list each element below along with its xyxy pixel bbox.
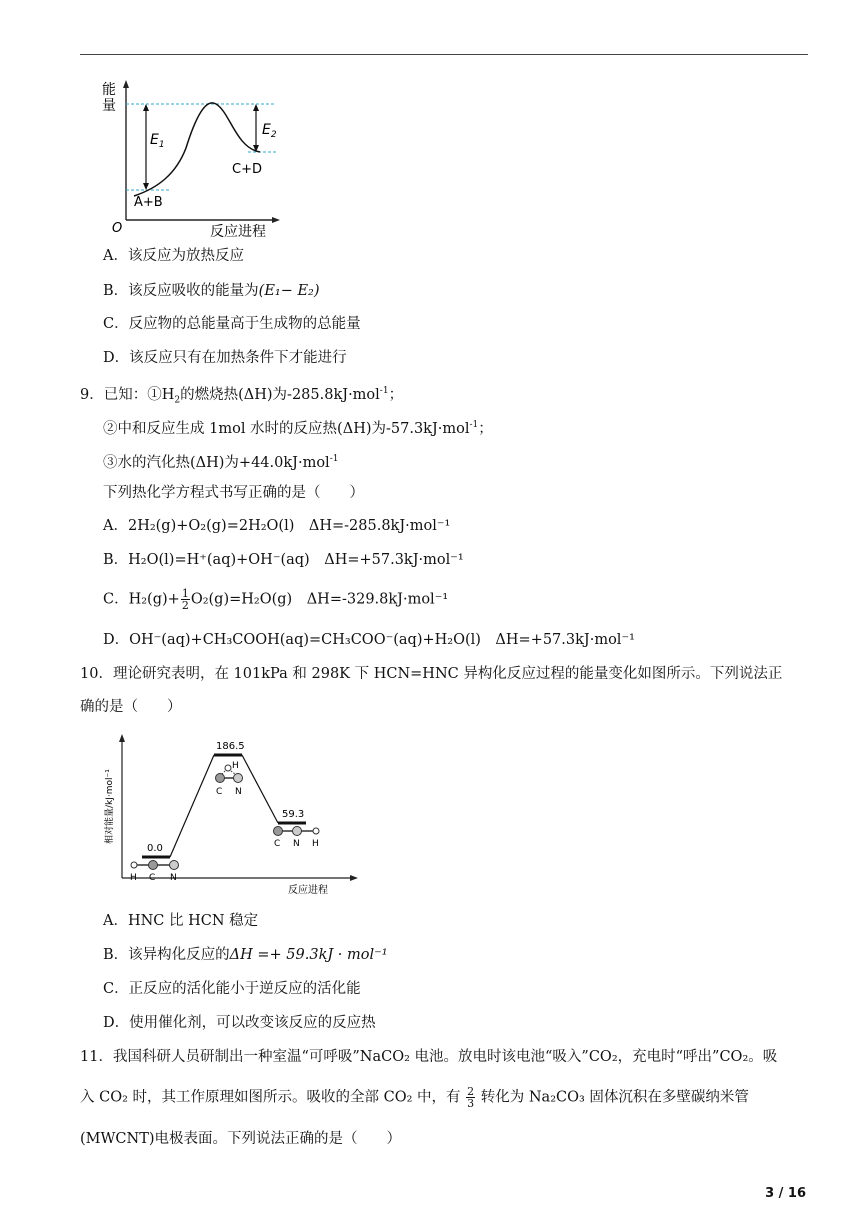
y-axis-label-1: 能 — [102, 82, 116, 98]
ts-atom-h: H — [232, 761, 239, 771]
q11-stem-line-3: (MWCNT)电极表面。下列说法正确的是（ ） — [80, 1131, 402, 1147]
q10-option-c: C．正反应的活化能小于逆反应的活化能 — [103, 981, 361, 997]
start-atom-h: H — [130, 873, 137, 883]
q9-option-a: A．2H₂(g)+O₂(g)=2H₂O(l) ΔH=-285.8kJ·mol⁻¹ — [103, 518, 451, 534]
q9-question: 下列热化学方程式书写正确的是（ ） — [103, 485, 364, 501]
q8-option-c: C．反应物的总能量高于生成物的总能量 — [103, 316, 361, 332]
energy-diagram-figure — [98, 78, 288, 243]
q10-option-b: B．该异构化反应的ΔH =+ 59.3kJ · mol⁻¹ — [103, 947, 388, 963]
q10-stem-line-2: 确的是（ ） — [80, 699, 182, 715]
start-atom-c: C — [149, 873, 156, 883]
y-axis-label: 相对能量/kJ·mol⁻¹ — [105, 769, 115, 844]
e1-label: $E_1$ — [150, 132, 165, 150]
q11-stem-line-2: 入 CO₂ 时，其工作原理如图所示。吸收的全部 CO₂ 中，有 $\frac{2}{3}$ 转化为 Na₂CO₃ 固体沉积在多壁碳纳米管 — [80, 1085, 749, 1110]
fraction-one-half: $\frac{1}{2}$ — [181, 587, 189, 612]
header-rule — [80, 54, 808, 55]
products-label: C+D — [232, 162, 262, 177]
q11-stem-line-1: 11．我国科研人员研制出一种室温“可呼吸”NaCO₂ 电池。放电时该电池“吸入”CO₂，充电时“呼出”CO₂。吸 — [80, 1049, 778, 1065]
y-axis-label-2: 量 — [102, 98, 116, 114]
ts-atom-n: N — [235, 787, 242, 797]
level-start-label: 0.0 — [147, 843, 163, 854]
e2-label: $E_2$ — [262, 122, 277, 140]
level-ts-label: 186.5 — [216, 741, 245, 752]
q9-option-b: B．H₂O(l)=H⁺(aq)+OH⁻(aq) ΔH=+57.3kJ·mol⁻¹ — [103, 552, 464, 568]
end-atom-n: N — [293, 839, 300, 849]
q10-stem-line-1: 10．理论研究表明，在 101kPa 和 298K 下 HCN=HNC 异构化反应过程的能量变化如图所示。下列说法正 — [80, 666, 783, 682]
fraction-two-thirds: $\frac{2}{3}$ — [467, 1085, 475, 1110]
x-axis-label: 反应进程 — [210, 224, 266, 240]
level-end-label: 59.3 — [282, 809, 305, 820]
q8-option-a: A．该反应为放热反应 — [103, 248, 244, 264]
q8-option-b: B．该反应吸收的能量为(E₁− E₂) — [103, 283, 320, 299]
q8-option-b-math: (E₁− E₂) — [258, 283, 320, 299]
q9-option-d: D．OH⁻(aq)+CH₃COOH(aq)=CH₃COO⁻(aq)+H₂O(l) ΔH=+57.3kJ·mol⁻¹ — [103, 632, 635, 648]
q9-option-c: C．H₂(g)+ $\frac{1}{2}$ O₂(g)=H₂O(g) ΔH=-329.8kJ·mol⁻¹ — [103, 587, 449, 612]
q10-option-d: D．使用催化剂，可以改变该反应的反应热 — [103, 1015, 376, 1031]
end-atom-c: C — [274, 839, 281, 849]
q9-item-2: ②中和反应生成 1mol 水时的反应热(ΔH)为-57.3kJ·mol$^{-1}$； — [103, 420, 493, 437]
q8-option-d: D．该反应只有在加热条件下才能进行 — [103, 350, 347, 366]
q9-item-3: ③水的汽化热(ΔH)为+44.0kJ·mol$^{-1}$ — [103, 454, 339, 471]
end-atom-h: H — [312, 839, 319, 849]
origin-label: O — [112, 221, 123, 236]
relative-energy-figure — [98, 732, 368, 898]
ts-atom-c: C — [216, 787, 223, 797]
start-atom-n: N — [170, 873, 177, 883]
q10-option-b-math: ΔH =+ 59.3kJ · mol⁻¹ — [229, 947, 388, 963]
x-axis-label: 反应进程 — [288, 885, 328, 896]
reactants-label: A+B — [134, 195, 163, 210]
page-number: 3 / 16 — [765, 1186, 806, 1201]
q10-option-a: A．HNC 比 HCN 稳定 — [103, 913, 259, 929]
q9-intro: 9．已知：$①H_2$的燃烧热(ΔH)为-285.8kJ·mol$^{-1}$； — [80, 386, 404, 406]
